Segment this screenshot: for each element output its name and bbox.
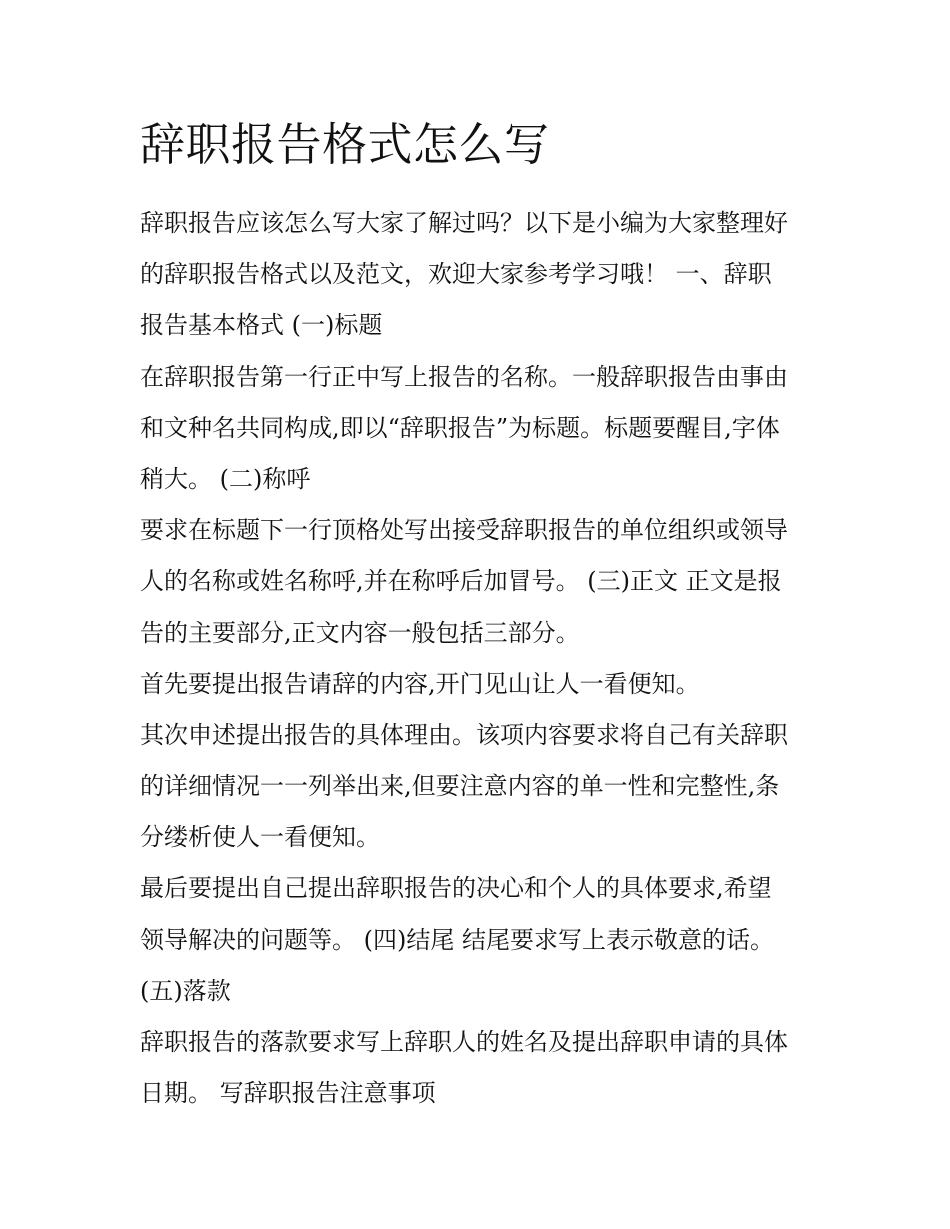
text-line: 分缕析使人一看便知。 — [140, 823, 380, 852]
text-line: 首先要提出报告请辞的内容,开门见山让人一看便知。 — [140, 669, 700, 698]
text-line: 要求在标题下一行顶格处写出接受辞职报告的单位组织或领导 — [140, 516, 788, 545]
text-line: 人的名称或姓名称呼,并在称呼后加冒号。 (三)正文 正文是报 — [140, 567, 782, 596]
text-line: 的辞职报告格式以及范文，欢迎大家参考学习哦！ 一、辞职 — [140, 260, 772, 289]
text-line: 日期。 写辞职报告注意事项 — [140, 1079, 436, 1108]
text-line: 辞职报告的落款要求写上辞职人的姓名及提出辞职申请的具体 — [140, 1028, 788, 1056]
text-line: 的详细情况一一列举出来,但要注意内容的单一性和完整性,条 — [140, 772, 780, 801]
text-line: 其次申述提出报告的具体理由。该项内容要求将自己有关辞职 — [140, 720, 788, 749]
text-line: (五)落款 — [140, 976, 231, 1005]
text-line: 领导解决的问题等。 (四)结尾 结尾要求写上表示敬意的话。 — [140, 925, 774, 954]
text-line: 辞职报告应该怎么写大家了解过吗？以下是小编为大家整理好 — [140, 209, 788, 237]
document-title: 辞职报告格式怎么写 — [140, 118, 550, 171]
text-line: 报告基本格式 (一)标题 — [140, 311, 383, 340]
text-line: 稍大。 (二)称呼 — [140, 464, 311, 493]
text-line: 在辞职报告第一行正中写上报告的名称。一般辞职报告由事由 — [140, 362, 788, 391]
document-body — [140, 198, 812, 1119]
text-line: 告的主要部分,正文内容一般包括三部分。 — [140, 618, 580, 647]
text-line: 和文种名共同构成,即以“辞职报告”为标题。标题要醒目,字体 — [140, 413, 780, 442]
text-line: 最后要提出自己提出辞职报告的决心和个人的具体要求,希望 — [140, 874, 772, 903]
